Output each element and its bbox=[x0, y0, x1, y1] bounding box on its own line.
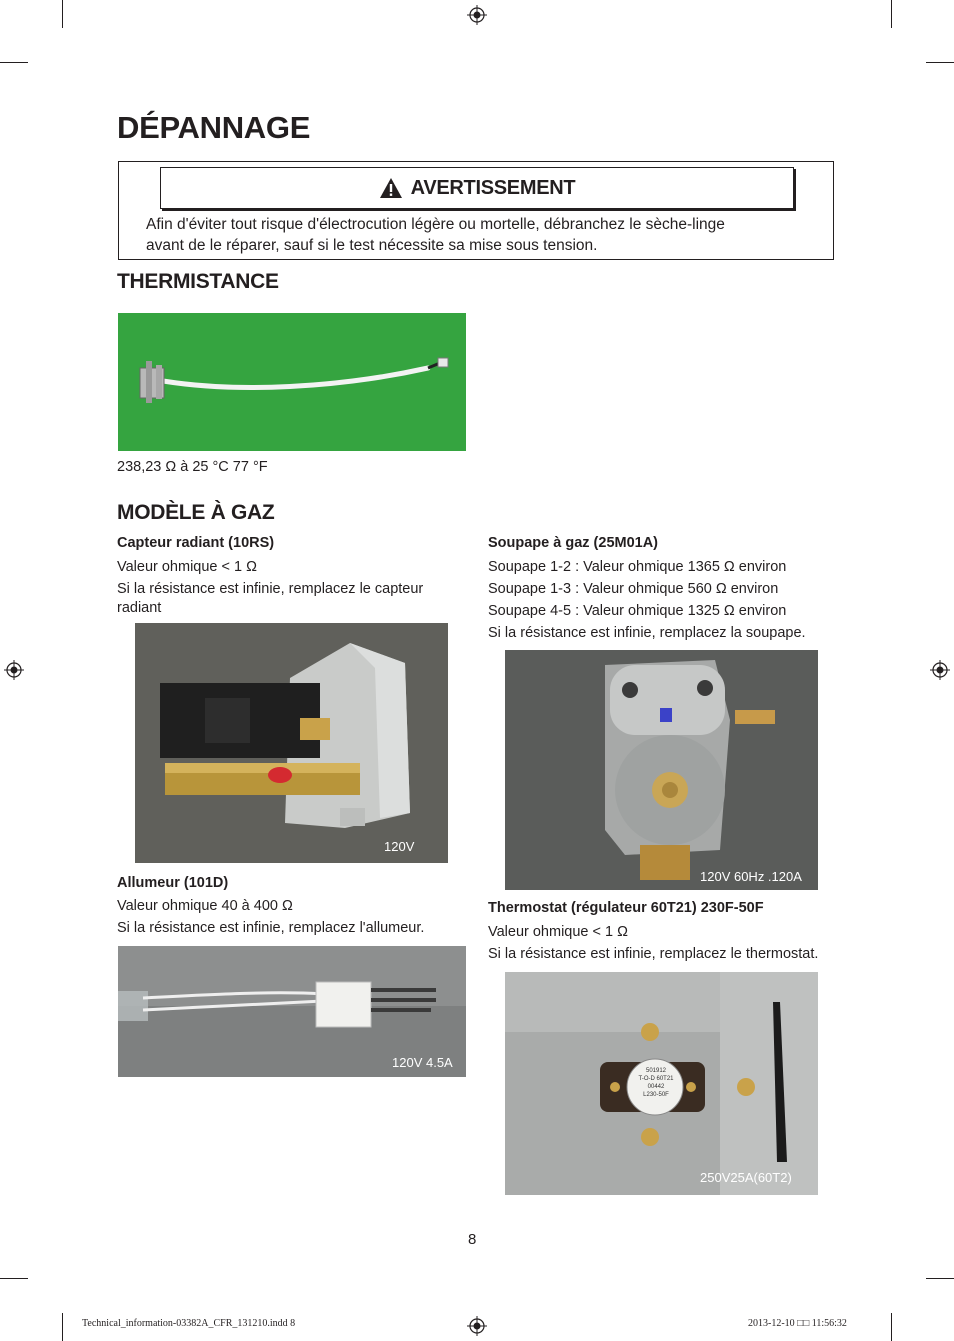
soupape-line: Si la résistance est infinie, remplacez la soupape. bbox=[488, 625, 806, 641]
warning-line: Afin d'éviter tout risque d'électrocution légère ou mortelle, débranchez le sèche-linge bbox=[146, 216, 725, 233]
file-slug: Technical_information-03382A_CFR_131210.indd 8 bbox=[82, 1318, 296, 1329]
thermostat-part-line: 501912 bbox=[645, 1068, 667, 1074]
soupape-photo-label: 120V 60Hz .120A bbox=[700, 869, 802, 884]
allumeur-line: Si la résistance est infinie, remplacez l'allumeur. bbox=[117, 920, 425, 936]
warning-header bbox=[160, 167, 794, 209]
registration-mark-icon bbox=[930, 660, 950, 680]
crop-mark bbox=[891, 1313, 892, 1341]
thermostat-part-line: 00442 bbox=[647, 1084, 665, 1090]
soupape-photo bbox=[505, 650, 818, 890]
warning-text bbox=[146, 214, 806, 256]
capteur-line: Valeur ohmique < 1 Ω bbox=[117, 559, 257, 575]
soupape-line: Soupape 1-2 : Valeur ohmique 1365 Ω environ bbox=[488, 559, 787, 575]
thermostat-title: Thermostat (régulateur 60T21) 230F-50F bbox=[488, 900, 764, 916]
registration-mark-icon bbox=[467, 1316, 487, 1336]
capteur-photo-label: 120V bbox=[384, 839, 415, 854]
thermostat-part-line: T-O-D 60T21 bbox=[638, 1076, 674, 1082]
thermostat-photo bbox=[505, 972, 818, 1195]
allumeur-photo-label: 120V 4.5A bbox=[392, 1055, 453, 1070]
thermistance-caption: 238,23 Ω à 25 °C 77 °F bbox=[117, 459, 268, 475]
allumeur-line: Valeur ohmique 40 à 400 Ω bbox=[117, 898, 293, 914]
crop-mark bbox=[926, 1278, 954, 1279]
page-number: 8 bbox=[468, 1231, 477, 1248]
warning-triangle-icon bbox=[379, 177, 403, 199]
crop-mark bbox=[62, 0, 63, 28]
soupape-title: Soupape à gaz (25M01A) bbox=[488, 535, 659, 551]
capteur-line: Si la résistance est infinie, remplacez le capteur bbox=[117, 581, 424, 597]
warning-line: avant de le réparer, sauf si le test nécessite sa mise sous tension. bbox=[146, 237, 598, 254]
crop-mark bbox=[62, 1313, 63, 1341]
thermostat-line: Valeur ohmique < 1 Ω bbox=[488, 924, 628, 940]
registration-mark-icon bbox=[467, 5, 487, 25]
thermostat-photo-label: 250V25A(60T2) bbox=[700, 1170, 792, 1185]
thermistance-heading: THERMISTANCE bbox=[117, 270, 279, 293]
warning-heading: AVERTISSEMENT bbox=[410, 176, 576, 199]
crop-mark bbox=[891, 0, 892, 28]
thermostat-line: Si la résistance est infinie, remplacez le thermostat. bbox=[488, 946, 819, 962]
soupape-line: Soupape 1-3 : Valeur ohmique 560 Ω environ bbox=[488, 581, 779, 597]
date-slug: 2013-12-10 □□ 11:56:32 bbox=[748, 1318, 847, 1329]
crop-mark bbox=[926, 62, 954, 63]
warning-box bbox=[118, 161, 834, 260]
crop-mark bbox=[0, 62, 28, 63]
allumeur-title: Allumeur (101D) bbox=[117, 875, 229, 891]
registration-mark-icon bbox=[4, 660, 24, 680]
crop-mark bbox=[0, 1278, 28, 1279]
gaz-heading: MODÈLE À GAZ bbox=[117, 501, 275, 524]
capteur-photo bbox=[135, 623, 448, 863]
thermostat-part-label bbox=[631, 1067, 681, 1099]
capteur-title: Capteur radiant (10RS) bbox=[117, 535, 275, 551]
thermostat-part-line: L230-50F bbox=[643, 1092, 669, 1098]
thermistance-photo bbox=[118, 313, 466, 451]
page-title: DÉPANNAGE bbox=[117, 110, 311, 145]
capteur-line: radiant bbox=[117, 600, 162, 616]
soupape-line: Soupape 4-5 : Valeur ohmique 1325 Ω environ bbox=[488, 603, 787, 619]
allumeur-photo bbox=[118, 946, 466, 1077]
